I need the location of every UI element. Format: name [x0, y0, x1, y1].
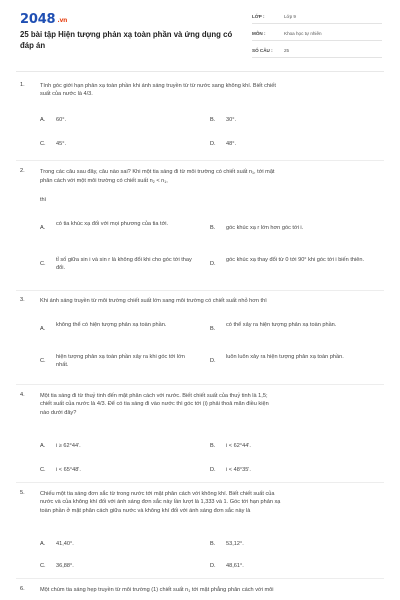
question-number: 2.	[20, 168, 25, 174]
option-letter: C.	[40, 563, 46, 569]
meta-panel	[252, 10, 382, 61]
option-letter: D.	[210, 467, 216, 473]
option-letter: D.	[210, 563, 216, 569]
question-separator	[16, 290, 384, 291]
option-letter: B.	[210, 443, 216, 449]
meta-row-grade	[252, 10, 382, 24]
option-text: i ≥ 62°44'.	[56, 443, 81, 449]
logo-main: 2048	[20, 12, 56, 27]
question-line: Tính góc giới hạn phản xạ toàn phần khi ánh sáng truyền từ từ nước sang không khí. Biết chiết	[40, 83, 276, 89]
question-text	[40, 392, 380, 417]
question-separator	[16, 578, 384, 579]
meta-value: Khoa học tự nhiên	[284, 31, 322, 36]
question-separator	[16, 160, 384, 161]
question-text	[40, 297, 380, 305]
option-text: luôn luôn xảy ra hiện tượng phản xạ toàn phần.	[226, 354, 344, 360]
question-separator	[16, 384, 384, 385]
option-text: 48,61°.	[226, 563, 244, 569]
option-text: góc khúc xạ thay đổi từ 0 tới 90° khi góc tới i biến thiên.	[226, 257, 365, 263]
option-text: hiện tượng phản xạ toàn phần xảy ra khi góc tới lớn nhất.	[56, 354, 185, 369]
option-text: góc khúc xạ r lớn hơn góc tới i.	[226, 225, 304, 231]
option-letter: A.	[40, 225, 46, 231]
meta-label: LỚP :	[252, 14, 265, 19]
meta-label: MÔN :	[252, 31, 266, 36]
meta-label: SỐ CÂU :	[252, 48, 273, 53]
option-letter: C.	[40, 141, 46, 147]
option-letter: B.	[210, 225, 216, 231]
option-letter: A.	[40, 443, 46, 449]
option-letter: D.	[210, 261, 216, 267]
question-5	[20, 490, 382, 580]
option-letter: C.	[40, 261, 46, 267]
question-text	[40, 490, 380, 515]
option-letter: D.	[210, 358, 216, 364]
option-text: i < 48°35'.	[226, 467, 251, 473]
question-line: Trong các câu sau đây, câu nào sai? Khi một tia sáng đi từ môi trường có chiết suất $n_1$, tới mặt	[40, 169, 275, 175]
question-text	[40, 586, 380, 595]
document-title: 25 bài tập Hiện tượng phản xạ toàn phần và ứng dụng có đáp án	[20, 30, 233, 50]
question-line: Chiếu một tia sáng đơn sắc từ trong nước tới mặt phân cách với không khí. Biết chiết suất của	[40, 491, 275, 497]
question-text	[40, 168, 380, 204]
question-line: Khi ánh sáng truyền từ môi trường chiết suất lớn sang môi trường có chiết suất nhỏ hơn thì	[40, 298, 267, 304]
option-text: có thể xảy ra hiện tượng phản xạ toàn phần.	[226, 322, 337, 328]
header-divider	[16, 71, 384, 72]
question-line: chiết suất của nước là 4/3. Để có tia sáng đi vào nước thì góc tới (i) phải thoả mãn điều kiện	[40, 401, 269, 408]
option-text: không thể có hiện tượng phản xạ toàn phần.	[56, 322, 167, 328]
question-number: 4.	[20, 392, 25, 398]
option-text: có tia khúc xạ đối với mọi phương của tia tới.	[56, 221, 169, 227]
meta-row-count	[252, 44, 382, 58]
question-separator	[16, 482, 384, 483]
question-2	[20, 168, 382, 288]
option-letter: D.	[210, 141, 216, 147]
meta-value: 25	[284, 48, 290, 53]
meta-value: Lớp 9	[284, 14, 296, 19]
question-line: suất của nước là 4/3.	[40, 91, 93, 98]
option-text: 53,12°.	[226, 541, 244, 547]
page-header	[0, 0, 400, 66]
option-text: 41,40°.	[56, 541, 74, 547]
option-text: 45°.	[56, 141, 67, 147]
question-number: 1.	[20, 82, 25, 88]
option-letter: A.	[40, 117, 46, 123]
question-1	[20, 82, 382, 152]
question-number: 6.	[20, 586, 25, 592]
option-letter: A.	[40, 326, 46, 332]
question-line: nước và của không khí đối với ánh sáng đơn sắc này lần lượt là 1,333 và 1. Góc tới hạn phản xạ	[40, 499, 281, 506]
site-logo[interactable]	[20, 12, 67, 27]
option-text: tỉ số giữa sin i và sin r là không đổi khi cho góc tới thay đổi.	[56, 257, 192, 272]
option-text: i < 62°44'.	[226, 443, 251, 449]
question-4	[20, 392, 382, 484]
question-line: Một chùm tia sáng hẹp truyền từ môi trường (1) chiết suất $n_1$ tới mặt phẳng phân cách với môi	[40, 587, 274, 593]
option-letter: C.	[40, 467, 46, 473]
question-6	[20, 586, 382, 598]
meta-row-subject	[252, 27, 382, 41]
option-text: 60°.	[56, 117, 67, 123]
logo-suffix: .vn	[57, 17, 68, 24]
question-line: Một tia sáng đi từ thuỷ tinh đến mặt phân cách với nước. Biết chiết suất của thuỷ tinh là 1,5;	[40, 393, 268, 399]
option-letter: B.	[210, 117, 216, 123]
question-number: 5.	[20, 490, 25, 496]
question-text	[40, 82, 380, 99]
question-3	[20, 297, 382, 377]
option-letter: C.	[40, 358, 46, 364]
question-line: nào dưới đây?	[40, 409, 77, 416]
option-text: i < 65°48'.	[56, 467, 81, 473]
option-text: 36,88°.	[56, 563, 74, 569]
question-line: toàn phần ở mặt phân cách giữa nước và không khí đối với ánh sáng đơn sắc này là	[40, 507, 251, 514]
option-letter: B.	[210, 326, 216, 332]
question-number: 3.	[20, 297, 25, 303]
option-letter: B.	[210, 541, 216, 547]
question-line: thì	[40, 196, 47, 203]
option-text: 30°.	[226, 117, 237, 123]
option-text: 48°.	[226, 141, 237, 147]
option-letter: A.	[40, 541, 46, 547]
question-line: phân cách với một môi trường có chiết suất $n_2 < n_1$,	[40, 178, 168, 185]
